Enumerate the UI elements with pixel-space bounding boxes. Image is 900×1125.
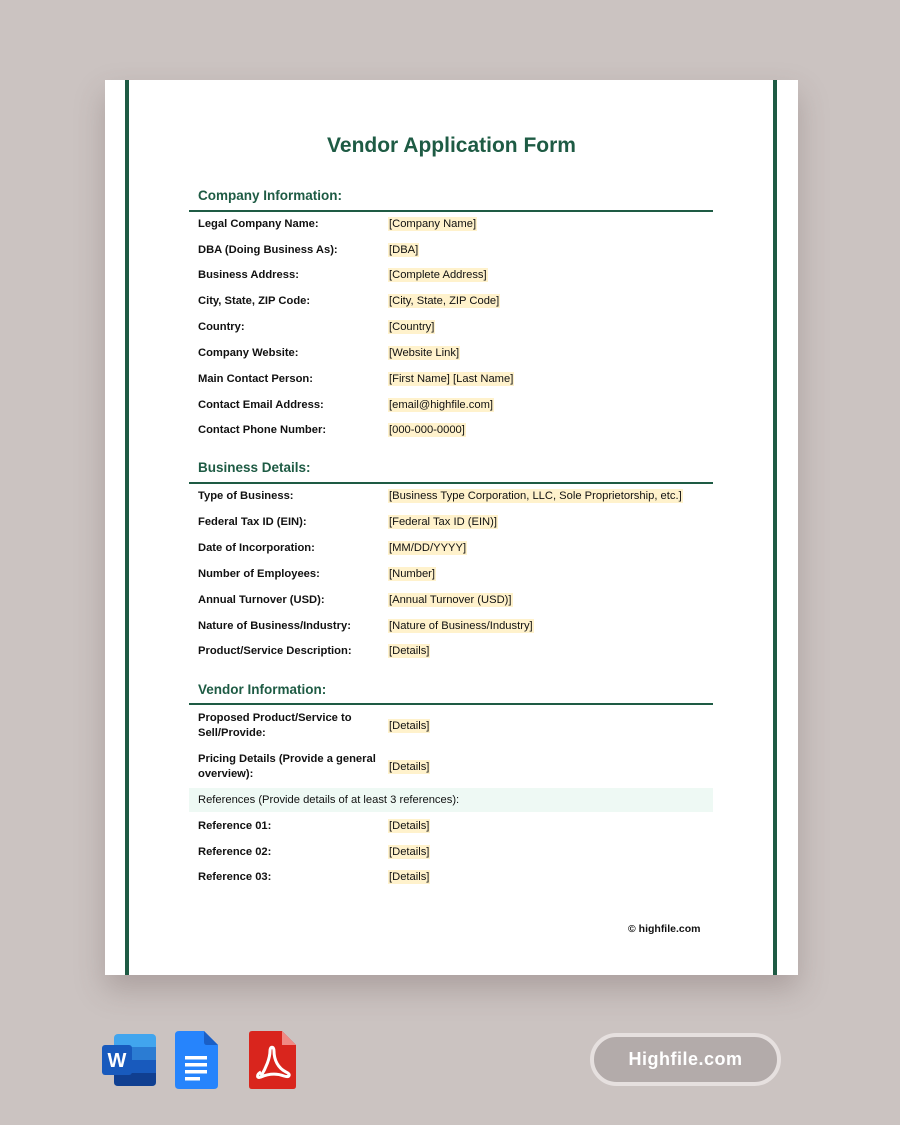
field-label: Annual Turnover (USD): (198, 593, 325, 606)
field-value[interactable]: [MM/DD/YYYY] (389, 542, 467, 554)
document-page (105, 80, 798, 975)
field-label: DBA (Doing Business As): (198, 243, 338, 256)
field-value[interactable]: [Details] (389, 871, 430, 883)
word-icon[interactable] (100, 1030, 158, 1090)
field-label: Nature of Business/Industry: (198, 619, 351, 632)
field-value[interactable]: [Company Name] (389, 218, 477, 230)
highfile-brand-badge[interactable]: Highfile.com (590, 1033, 781, 1086)
field-value[interactable]: [Country] (389, 321, 435, 333)
field-value[interactable]: [Annual Turnover (USD)] (389, 594, 512, 606)
field-label: Contact Email Address: (198, 398, 324, 411)
left-border-bar (125, 80, 129, 975)
field-label: Country: (198, 320, 245, 333)
form-row (189, 392, 713, 418)
section-title-company: Company Information: (198, 188, 342, 203)
field-value[interactable]: [Federal Tax ID (EIN)] (389, 516, 497, 528)
field-value[interactable]: [Details] (389, 820, 430, 832)
form-row (189, 262, 713, 288)
form-row (189, 813, 713, 839)
form-row (189, 366, 713, 392)
field-value[interactable]: [Details] (389, 761, 430, 773)
form-row (189, 561, 713, 587)
references-note: References (Provide details of at least 3 references): (189, 788, 713, 812)
form-row (189, 211, 713, 237)
form-row (189, 509, 713, 535)
field-label: Contact Phone Number: (198, 423, 327, 436)
google-docs-icon[interactable] (174, 1030, 232, 1090)
svg-text:W: W (107, 1050, 127, 1072)
field-value[interactable]: [Details] (389, 720, 430, 732)
form-row (189, 587, 713, 613)
field-value[interactable]: [City, State, ZIP Code] (389, 295, 500, 307)
field-label: Reference 03: (198, 870, 272, 883)
field-label: Company Website: (198, 346, 299, 359)
section-title-business: Business Details: (198, 460, 311, 475)
field-value[interactable]: [DBA] (389, 244, 419, 256)
field-label: City, State, ZIP Code: (198, 294, 311, 307)
field-label: Type of Business: (198, 489, 294, 502)
form-row (189, 535, 713, 561)
right-border-bar (773, 80, 777, 975)
field-value[interactable]: [Website Link] (389, 347, 460, 359)
field-label: Number of Employees: (198, 567, 320, 580)
field-value[interactable]: [Nature of Business/Industry] (389, 620, 533, 632)
field-label: Date of Incorporation: (198, 541, 315, 554)
field-label: Main Contact Person: (198, 372, 313, 385)
form-title: Vendor Application Form (327, 134, 576, 157)
form-row (189, 417, 713, 443)
form-row (189, 839, 713, 865)
field-value[interactable]: [Details] (389, 846, 430, 858)
form-row (189, 288, 713, 314)
field-label: Pricing Details (Provide a general overview): (198, 753, 376, 780)
field-value[interactable]: [Number] (389, 568, 436, 580)
form-row (189, 237, 713, 263)
field-label: Reference 01: (198, 819, 272, 832)
section-title-vendor: Vendor Information: (198, 682, 327, 697)
field-label: Proposed Product/Service to Sell/Provide: (198, 712, 352, 739)
field-label: Business Address: (198, 268, 299, 281)
form-row (189, 638, 713, 664)
field-label: Legal Company Name: (198, 217, 319, 230)
field-value[interactable]: [000-000-0000] (389, 424, 465, 436)
form-row (189, 613, 713, 639)
field-label: Federal Tax ID (EIN): (198, 515, 307, 528)
field-label: Reference 02: (198, 845, 272, 858)
field-value[interactable]: [Business Type Corporation, LLC, Sole Proprietorship, etc.] (389, 490, 682, 502)
field-label: Product/Service Description: (198, 644, 352, 657)
field-value[interactable]: [First Name] [Last Name] (389, 373, 514, 385)
form-row (189, 340, 713, 366)
field-value[interactable]: [email@highfile.com] (389, 399, 494, 411)
pdf-icon[interactable] (248, 1030, 306, 1090)
format-icons (100, 1030, 306, 1090)
copyright-text: © highfile.com (628, 923, 701, 935)
form-row (189, 864, 713, 890)
form-row (189, 483, 713, 509)
field-value[interactable]: [Details] (389, 645, 430, 657)
form-row (189, 746, 713, 788)
field-value[interactable]: [Complete Address] (389, 269, 487, 281)
form-row (189, 314, 713, 340)
form-row (189, 705, 713, 747)
